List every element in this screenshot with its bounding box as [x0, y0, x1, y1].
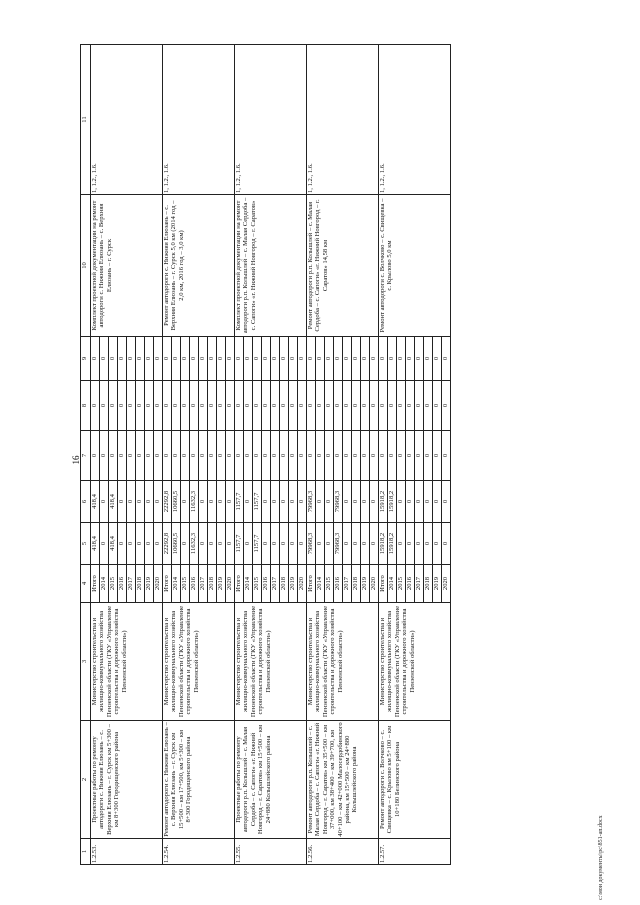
value-cell: 0 — [379, 381, 388, 431]
value-cell: 0 — [334, 431, 343, 481]
period-cell: 2020 — [442, 565, 451, 603]
indicator-ref: 1, 1.2., 1.6. — [163, 45, 235, 195]
value-cell: 0 — [208, 481, 217, 523]
value-cell: 0 — [361, 337, 370, 381]
value-cell: 0 — [370, 381, 379, 431]
value-cell: 0 — [100, 431, 109, 481]
value-cell: 0 — [172, 431, 181, 481]
period-cell: 2018 — [352, 565, 361, 603]
value-cell: 0 — [388, 381, 397, 431]
row-number: 1.2.55. — [235, 839, 307, 865]
expected-result: Ремонт автодороги с. Волчково – с. Свищевка – с. Крылово 5,0 км — [379, 195, 451, 337]
value-cell: 0 — [91, 431, 100, 481]
value-cell: 418,4 — [91, 481, 100, 523]
value-cell: 0 — [145, 337, 154, 381]
value-cell: 0 — [316, 481, 325, 523]
period-cell: 2019 — [145, 565, 154, 603]
expected-result: Комплект проектной документации на ремонт автодороги р.п. Колышлей – с. Малая Сердоба – с. Сапоги» «г. Нижний Новгород – г. Саратов» — [235, 195, 307, 337]
header-col-9: 9 — [81, 337, 91, 381]
value-cell: 0 — [406, 337, 415, 381]
value-cell: 0 — [334, 337, 343, 381]
value-cell: 79968,3 — [334, 523, 343, 565]
row-number: 1.2.57. — [379, 839, 451, 865]
value-cell: 0 — [91, 337, 100, 381]
value-cell: 0 — [352, 337, 361, 381]
table-row — [235, 45, 244, 865]
value-cell: 0 — [316, 523, 325, 565]
value-cell: 0 — [244, 337, 253, 381]
value-cell: 0 — [325, 523, 334, 565]
value-cell: 1157,7 — [235, 481, 244, 523]
value-cell: 418,4 — [109, 523, 118, 565]
period-cell: Итого — [91, 565, 100, 603]
period-cell: 2018 — [424, 565, 433, 603]
value-cell: 0 — [289, 431, 298, 481]
measure-name: Ремонт автодороги р.п. Колышлей – с. Малая Сердоба – с. Сапоги» «г. Нижний Новгород – г. Саратов» км 35+500 – км 37+000, км 38+400 – км 39+700, км 40+100 – км 42+000 Малосердобинского района, км 15+500 – км 24+880 Колышлейского района — [307, 721, 379, 839]
value-cell: 0 — [424, 481, 433, 523]
value-cell: 0 — [442, 337, 451, 381]
period-cell: 2016 — [118, 565, 127, 603]
program-table — [80, 44, 451, 865]
value-cell: 0 — [217, 337, 226, 381]
expected-result: Комплект проектной документации на ремонт автодороги с. Нижняя Елюзань – с. Верхняя Елюзань – г. Сурск — [91, 195, 163, 337]
value-cell: 0 — [262, 523, 271, 565]
header-col-2: 2 — [81, 721, 91, 839]
period-cell: 2020 — [298, 565, 307, 603]
value-cell: 0 — [424, 523, 433, 565]
value-cell: 0 — [271, 381, 280, 431]
value-cell: 79968,3 — [334, 481, 343, 523]
indicator-ref: 1, 1.2., 1.6. — [307, 45, 379, 195]
value-cell: 0 — [343, 481, 352, 523]
value-cell: 0 — [442, 523, 451, 565]
table-row — [91, 45, 100, 865]
value-cell: 0 — [244, 481, 253, 523]
value-cell: 0 — [208, 381, 217, 431]
value-cell: 0 — [262, 337, 271, 381]
value-cell: 0 — [397, 481, 406, 523]
value-cell: 0 — [433, 381, 442, 431]
value-cell: 0 — [298, 431, 307, 481]
value-cell: 0 — [163, 431, 172, 481]
value-cell: 0 — [235, 337, 244, 381]
value-cell: 79968,3 — [307, 523, 316, 565]
value-cell: 0 — [181, 337, 190, 381]
period-cell: 2020 — [370, 565, 379, 603]
value-cell: 0 — [91, 381, 100, 431]
value-cell: 0 — [289, 523, 298, 565]
value-cell: 0 — [289, 381, 298, 431]
period-cell: Итого — [163, 565, 172, 603]
header-col-11: 11 — [81, 45, 91, 195]
period-cell: 2019 — [361, 565, 370, 603]
value-cell: 0 — [100, 523, 109, 565]
value-cell: 0 — [280, 337, 289, 381]
value-cell: 0 — [361, 481, 370, 523]
executor: Министерство строительства и жилищно-коммунального хозяйства Пензенской области (ГКУ «Управление строительства и дорожного хозяйства Пензенской области») — [307, 603, 379, 721]
value-cell: 0 — [136, 523, 145, 565]
value-cell: 0 — [163, 381, 172, 431]
measure-name: Ремонт автодороги с. Нижняя Елюзань – с. Верхняя Елюзань – г. Сурск км 15+500 – км 17+500, км 5+300 – км 8+300 Городищенского района — [163, 721, 235, 839]
value-cell: 0 — [433, 337, 442, 381]
period-cell: 2020 — [226, 565, 235, 603]
measure-name: Ремонт автодороги с. Волчково – с. Свищевка – с. Крылово км 5+100 – км 10+180 Белинского района — [379, 721, 451, 839]
value-cell: 0 — [415, 481, 424, 523]
value-cell: 0 — [181, 523, 190, 565]
value-cell: 0 — [100, 481, 109, 523]
value-cell: 0 — [262, 481, 271, 523]
period-cell: 2017 — [343, 565, 352, 603]
value-cell: 0 — [154, 523, 163, 565]
header-col-8: 8 — [81, 381, 91, 431]
value-cell: 0 — [415, 523, 424, 565]
value-cell: 0 — [406, 381, 415, 431]
value-cell: 0 — [253, 337, 262, 381]
header-col-7: 7 — [81, 431, 91, 481]
value-cell: 22292,8 — [163, 523, 172, 565]
value-cell: 0 — [136, 337, 145, 381]
period-cell: 2017 — [415, 565, 424, 603]
period-cell: 2014 — [244, 565, 253, 603]
value-cell: 0 — [334, 381, 343, 431]
value-cell: 0 — [109, 337, 118, 381]
header-col-6: 6 — [81, 481, 91, 523]
value-cell: 0 — [181, 431, 190, 481]
value-cell: 0 — [316, 431, 325, 481]
period-cell: 2018 — [208, 565, 217, 603]
value-cell: 0 — [379, 431, 388, 481]
executor: Министерство строительства и жилищно-коммунального хозяйства Пензенской области (ГКУ «Управление строительства и дорожного хозяйства Пензенской области») — [163, 603, 235, 721]
value-cell: 0 — [145, 481, 154, 523]
value-cell: 0 — [370, 481, 379, 523]
period-cell: 2016 — [262, 565, 271, 603]
value-cell: 0 — [145, 523, 154, 565]
header-col-4: 4 — [81, 565, 91, 603]
value-cell: 0 — [109, 431, 118, 481]
value-cell: 0 — [154, 337, 163, 381]
value-cell: 0 — [325, 381, 334, 431]
value-cell: 0 — [118, 481, 127, 523]
executor: Министерство строительства и жилищно-коммунального хозяйства Пензенской области (ГКУ «Управление строительства и дорожного хозяйства Пензенской области») — [379, 603, 451, 721]
period-cell: 2016 — [190, 565, 199, 603]
value-cell: 0 — [370, 337, 379, 381]
value-cell: 0 — [433, 523, 442, 565]
value-cell: 0 — [325, 431, 334, 481]
value-cell: 11632,3 — [190, 481, 199, 523]
value-cell: 79968,3 — [307, 481, 316, 523]
value-cell: 0 — [118, 337, 127, 381]
period-cell: 2015 — [109, 565, 118, 603]
value-cell: 0 — [262, 431, 271, 481]
period-cell: 2015 — [181, 565, 190, 603]
value-cell: 0 — [100, 381, 109, 431]
value-cell: 0 — [226, 381, 235, 431]
value-cell: 0 — [325, 337, 334, 381]
value-cell: 0 — [190, 381, 199, 431]
value-cell: 0 — [280, 523, 289, 565]
value-cell: 0 — [352, 523, 361, 565]
header-col-10: 10 — [81, 195, 91, 337]
value-cell: 0 — [415, 337, 424, 381]
value-cell: 0 — [226, 337, 235, 381]
value-cell: 0 — [415, 381, 424, 431]
period-cell: Итого — [307, 565, 316, 603]
executor: Министерство строительства и жилищно-коммунального хозяйства Пензенской области (ГКУ «Управление строительства и дорожного хозяйства Пензенской области») — [91, 603, 163, 721]
value-cell: 0 — [208, 337, 217, 381]
value-cell: 0 — [442, 431, 451, 481]
value-cell: 0 — [235, 381, 244, 431]
header-row — [81, 45, 91, 865]
period-cell: 2019 — [433, 565, 442, 603]
value-cell: 0 — [244, 431, 253, 481]
value-cell: 418,4 — [109, 481, 118, 523]
period-cell: 2020 — [154, 565, 163, 603]
value-cell: 0 — [343, 431, 352, 481]
value-cell: 0 — [100, 337, 109, 381]
value-cell: 0 — [181, 381, 190, 431]
value-cell: 0 — [235, 431, 244, 481]
value-cell: 11632,3 — [190, 523, 199, 565]
value-cell: 0 — [406, 431, 415, 481]
expected-result: Ремонт автодороги с. Нижняя Елюзань – с. Верхняя Елюзань – г. Сурск 5,0 км (2014 год – 2,0 км, 2016 год – 3,0 км) — [163, 195, 235, 337]
value-cell: 0 — [352, 381, 361, 431]
value-cell: 0 — [217, 431, 226, 481]
value-cell: 0 — [352, 481, 361, 523]
value-cell: 0 — [181, 481, 190, 523]
value-cell: 1157,7 — [253, 481, 262, 523]
period-cell: Итого — [379, 565, 388, 603]
period-cell: 2016 — [334, 565, 343, 603]
period-cell: 2014 — [316, 565, 325, 603]
value-cell: 0 — [397, 381, 406, 431]
rotated-table-container — [80, 45, 600, 865]
value-cell: 0 — [109, 381, 118, 431]
value-cell: 15918,2 — [388, 481, 397, 523]
value-cell: 1157,7 — [253, 523, 262, 565]
table-row — [379, 45, 388, 865]
value-cell: 0 — [127, 431, 136, 481]
value-cell: 0 — [316, 381, 325, 431]
value-cell: 0 — [379, 337, 388, 381]
value-cell: 0 — [136, 481, 145, 523]
value-cell: 0 — [280, 481, 289, 523]
executor: Министерство строительства и жилищно-коммунального хозяйства Пензенской области (ГКУ «Управление строительства и дорожного хозяйства Пензенской области») — [235, 603, 307, 721]
value-cell: 0 — [298, 481, 307, 523]
value-cell: 0 — [244, 523, 253, 565]
value-cell: 0 — [442, 481, 451, 523]
value-cell: 0 — [199, 431, 208, 481]
value-cell: 0 — [136, 431, 145, 481]
period-cell: 2019 — [289, 565, 298, 603]
measure-name: Проектные работы по ремонту автодороги р.п. Колышлей – с. Малая Сердоба – с. Сапоги» «г. Нижний Новгород – г. Саратов» км 15+500 – км 24+880 Колышлейского района — [235, 721, 307, 839]
value-cell: 0 — [415, 431, 424, 481]
value-cell: 0 — [343, 523, 352, 565]
value-cell: 0 — [217, 481, 226, 523]
value-cell: 0 — [397, 337, 406, 381]
period-cell: 2017 — [199, 565, 208, 603]
table-row — [307, 45, 316, 865]
value-cell: 0 — [262, 381, 271, 431]
period-cell: 2014 — [100, 565, 109, 603]
value-cell: 0 — [280, 381, 289, 431]
period-cell: 2018 — [280, 565, 289, 603]
value-cell: 0 — [199, 337, 208, 381]
value-cell: 0 — [361, 431, 370, 481]
value-cell: 0 — [127, 381, 136, 431]
indicator-ref: 1, 1.2., 1.6. — [379, 45, 451, 195]
value-cell: 0 — [172, 337, 181, 381]
value-cell: 0 — [397, 431, 406, 481]
value-cell: 10660,5 — [172, 481, 181, 523]
value-cell: 0 — [253, 431, 262, 481]
period-cell: 2016 — [406, 565, 415, 603]
value-cell: 0 — [163, 337, 172, 381]
value-cell: 0 — [433, 431, 442, 481]
value-cell: 15918,2 — [379, 481, 388, 523]
header-col-1: 1 — [81, 839, 91, 865]
value-cell: 0 — [118, 523, 127, 565]
value-cell: 0 — [226, 523, 235, 565]
value-cell: 0 — [343, 337, 352, 381]
value-cell: 0 — [424, 337, 433, 381]
period-cell: 2014 — [172, 565, 181, 603]
value-cell: 0 — [154, 431, 163, 481]
value-cell: 1157,7 — [235, 523, 244, 565]
value-cell: 0 — [154, 481, 163, 523]
value-cell: 0 — [172, 381, 181, 431]
value-cell: 0 — [397, 523, 406, 565]
value-cell: 0 — [271, 431, 280, 481]
value-cell: 0 — [343, 381, 352, 431]
value-cell: 0 — [190, 431, 199, 481]
period-cell: 2018 — [136, 565, 145, 603]
value-cell: 0 — [325, 481, 334, 523]
page-number: 16 — [71, 455, 81, 465]
value-cell: 0 — [271, 481, 280, 523]
period-cell: 2017 — [271, 565, 280, 603]
value-cell: 0 — [208, 431, 217, 481]
period-cell: 2014 — [388, 565, 397, 603]
footer-path: c:\мои документы\рс\851-ап.docx — [598, 815, 604, 900]
header-col-3: 3 — [81, 603, 91, 721]
value-cell: 0 — [217, 523, 226, 565]
indicator-ref: 1, 1.2., 1.6. — [91, 45, 163, 195]
value-cell: 0 — [271, 337, 280, 381]
value-cell: 0 — [361, 381, 370, 431]
value-cell: 0 — [127, 523, 136, 565]
value-cell: 0 — [307, 431, 316, 481]
measure-name: Проектные работы по ремонту автодороги с. Нижняя Елюзань – с. Верхняя Елюзань – г. Сурск км 5+300 – км 8+300 Городищенского района — [91, 721, 163, 839]
value-cell: 15918,2 — [388, 523, 397, 565]
value-cell: 0 — [361, 523, 370, 565]
value-cell: 0 — [298, 381, 307, 431]
value-cell: 0 — [406, 523, 415, 565]
period-cell: Итого — [235, 565, 244, 603]
value-cell: 0 — [298, 337, 307, 381]
value-cell: 0 — [208, 523, 217, 565]
value-cell: 0 — [316, 337, 325, 381]
value-cell: 22292,8 — [163, 481, 172, 523]
value-cell: 0 — [127, 337, 136, 381]
period-cell: 2015 — [253, 565, 262, 603]
value-cell: 10660,5 — [172, 523, 181, 565]
value-cell: 0 — [307, 381, 316, 431]
value-cell: 0 — [199, 381, 208, 431]
value-cell: 0 — [217, 381, 226, 431]
value-cell: 0 — [271, 523, 280, 565]
value-cell: 0 — [190, 337, 199, 381]
value-cell: 0 — [442, 381, 451, 431]
table-row — [163, 45, 172, 865]
value-cell: 0 — [406, 481, 415, 523]
value-cell: 0 — [244, 381, 253, 431]
row-number: 1.2.56. — [307, 839, 379, 865]
value-cell: 0 — [370, 523, 379, 565]
indicator-ref: 1, 1.2., 1.6. — [235, 45, 307, 195]
value-cell: 0 — [388, 431, 397, 481]
period-cell: 2017 — [127, 565, 136, 603]
value-cell: 0 — [118, 431, 127, 481]
value-cell: 0 — [226, 481, 235, 523]
value-cell: 15918,2 — [379, 523, 388, 565]
value-cell: 0 — [370, 431, 379, 481]
expected-result: Ремонт автодороги р.п. Колышлей – с. Малая Сердоба – с. Сапоги» «г. Нижний Новгород – г. Саратов» 14,58 км — [307, 195, 379, 337]
value-cell: 418,4 — [91, 523, 100, 565]
row-number: 1.2.54. — [163, 839, 235, 865]
value-cell: 0 — [433, 481, 442, 523]
value-cell: 0 — [352, 431, 361, 481]
value-cell: 0 — [388, 337, 397, 381]
value-cell: 0 — [118, 381, 127, 431]
value-cell: 0 — [136, 381, 145, 431]
value-cell: 0 — [289, 337, 298, 381]
table-body — [91, 45, 451, 865]
row-number: 1.2.53. — [91, 839, 163, 865]
value-cell: 0 — [145, 381, 154, 431]
value-cell: 0 — [280, 431, 289, 481]
value-cell: 0 — [226, 431, 235, 481]
value-cell: 0 — [154, 381, 163, 431]
value-cell: 0 — [424, 431, 433, 481]
value-cell: 0 — [307, 337, 316, 381]
value-cell: 0 — [289, 481, 298, 523]
header-col-5: 5 — [81, 523, 91, 565]
period-cell: 2015 — [397, 565, 406, 603]
value-cell: 0 — [199, 481, 208, 523]
period-cell: 2015 — [325, 565, 334, 603]
value-cell: 0 — [199, 523, 208, 565]
value-cell: 0 — [145, 431, 154, 481]
value-cell: 0 — [253, 381, 262, 431]
value-cell: 0 — [298, 523, 307, 565]
value-cell: 0 — [424, 381, 433, 431]
value-cell: 0 — [127, 481, 136, 523]
period-cell: 2019 — [217, 565, 226, 603]
